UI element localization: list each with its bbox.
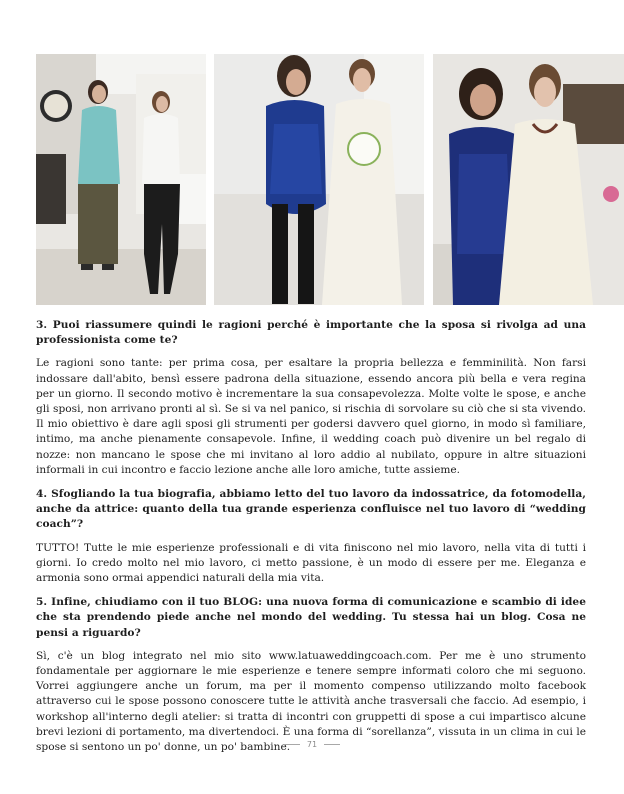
question-3: 3. Puoi riassumere quindi le ragioni perché è importante che la sposa si rivolga ad una professionista come te?	[36, 319, 586, 347]
photo-strip	[36, 54, 624, 305]
photo-coach-bride	[214, 54, 424, 305]
photo-lesson	[36, 54, 206, 305]
article-body	[36, 318, 586, 764]
answer-4: TUTTO! Tutte le mie esperienze professionali e di vita finiscono nel mio lavoro, nella vita di tutti i giorni. Io credo molto nel mio lavoro, ci metto passione, è un modo di essere per me. Eleganza e armonia sono ormai appendici naturali della mia vita.	[36, 541, 586, 585]
page-number-text: 71	[306, 740, 318, 749]
photo-coach-bride-closeup	[433, 54, 624, 305]
question-5: 5. Infine, chiudiamo con il tuo BLOG: una nuova forma di comunicazione e scambio di idee che sta prendendo piede anche nel mondo del wedding. Tu stessa hai un blog. Cosa ne pensi a riguardo?	[36, 596, 586, 639]
page-number-left-rule	[284, 744, 300, 745]
question-4: 4. Sfogliando la tua biografia, abbiamo letto del tuo lavoro da indossatrice, da fotomodella, anche da attrice: quanto della tua grande esperienza confluisce nel tuo lavoro di “wedding coach”?	[36, 488, 586, 531]
answer-5: Sì, c'è un blog integrato nel mio sito www.latuaweddingcoach.com. Per me è uno strumento fondamentale per aggiornare le mie esperienze e tenere sempre informati coloro che mi seguono. Vorrei aggiungere anche un forum, ma per il momento compenso utilizzando molto facebook attraverso cui le spose possono conoscere tutte le attività anche trasversali che faccio. Ad esempio, i workshop all'interno degli atelier: si tratta di incontri con gruppetti di spose a cui impartisco alcune brevi lezioni di portamento, ma divertendoci. È una forma di “sorellanza”, vissuta in un clima in cui le spose si sentono un po' donne, un po' bambine.	[36, 649, 586, 754]
page-number	[0, 740, 624, 749]
answer-3: Le ragioni sono tante: per prima cosa, per esaltare la propria bellezza e femminilità. Non farsi indossare dall'abito, bensì essere padrona della situazione, essendo ancora più bella e vera regina per un giorno. Il secondo motivo è incrementare la sua consapevolezza. Molte volte le spose, e anche gli sposi, non arrivano pronti al sì. Se si va nel panico, si rischia di sorvolare su ciò che si sta vivendo. Il mio obiettivo è dare agli sposi gli strumenti per godersi davvero quel giorno, in modo sì familiare, intimo, ma anche pienamente consapevole. Infine, il wedding coach può divenire un bel regalo di nozze: non mancano le spose che mi invitano al loro addio al nubilato, oppure in altre situazioni informali in cui incontro e faccio lezione anche alle loro amiche, tutte assieme.	[36, 357, 586, 476]
page-number-right-rule	[324, 744, 340, 745]
